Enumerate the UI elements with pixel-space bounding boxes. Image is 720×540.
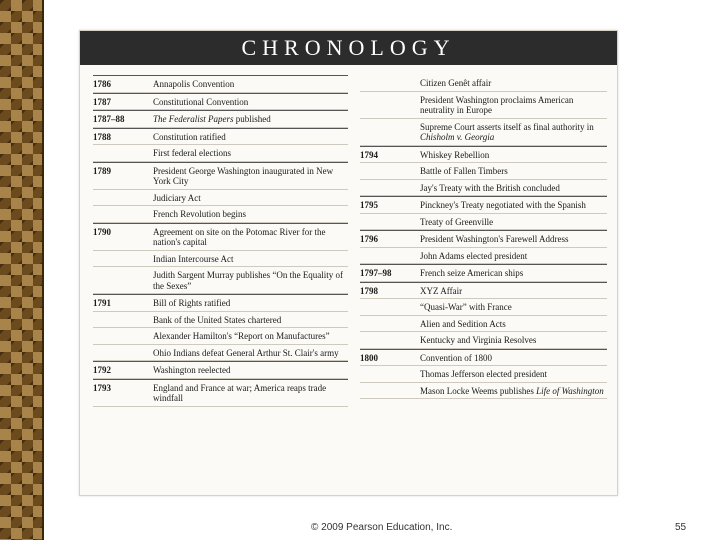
event-plain: published	[233, 114, 271, 124]
chronology-row	[93, 294, 348, 312]
event-text	[420, 353, 607, 364]
event-text	[420, 166, 607, 177]
year-label: 1790	[93, 226, 111, 237]
event-text	[153, 227, 348, 248]
year-label	[360, 166, 420, 177]
event-plain: Bank of the United States chartered	[153, 314, 282, 325]
chronology-row	[360, 180, 607, 197]
year-label	[360, 302, 420, 313]
event-plain: President George Washington inaugurated in New York City	[153, 165, 334, 186]
year-label	[360, 78, 420, 89]
event-text	[420, 95, 607, 116]
event-plain: John Adams elected president	[420, 250, 528, 261]
chronology-row	[360, 264, 607, 282]
event-text	[420, 302, 607, 313]
chronology-left-column	[93, 75, 348, 407]
event-text	[153, 132, 348, 143]
event-text	[420, 268, 607, 279]
event-italic-title: Chisholm v. Georgia	[420, 132, 495, 142]
chronology-row	[93, 206, 348, 223]
event-text	[153, 331, 348, 342]
year-label: 1795	[360, 200, 378, 210]
event-plain: French seize American ships	[420, 268, 524, 278]
chronology-right-column	[360, 75, 607, 399]
year-label: 1786	[93, 79, 111, 89]
event-plain: Mason Locke Weems publishes	[420, 385, 537, 396]
year-label: 1789	[93, 165, 111, 176]
event-plain: Supreme Court asserts itself as final authority in	[420, 121, 594, 132]
event-text	[420, 234, 607, 245]
year-label	[93, 348, 153, 359]
event-plain: First federal elections	[153, 148, 231, 158]
year-label	[360, 335, 420, 346]
chronology-row	[360, 299, 607, 316]
chronology-row	[93, 361, 348, 379]
chronology-row	[360, 75, 607, 92]
year-label	[360, 386, 420, 397]
year-label: 1794	[360, 149, 378, 160]
event-plain: “Quasi-War” with France	[420, 302, 512, 312]
chronology-row	[93, 93, 348, 111]
chronology-row	[360, 366, 607, 383]
year-label	[93, 254, 153, 265]
event-text	[153, 254, 348, 265]
page-number: 55	[675, 522, 687, 533]
event-text	[153, 348, 348, 359]
event-text	[420, 319, 607, 330]
chronology-row	[93, 75, 348, 93]
page-title: CHRONOLOGY	[241, 35, 456, 60]
event-plain: Constitutional Convention	[153, 96, 249, 107]
year-label	[93, 315, 153, 326]
event-plain: Judith Sargent Murray publishes “On the Equality of the Sexes”	[153, 270, 344, 291]
year-label	[360, 122, 420, 143]
chronology-row	[93, 251, 348, 268]
year-label: 1798	[360, 285, 378, 296]
event-plain: French Revolution begins	[153, 209, 246, 219]
chronology-row	[93, 328, 348, 345]
event-text	[420, 386, 607, 397]
event-plain: Citizen Genêt affair	[420, 78, 492, 88]
chronology-row	[93, 110, 348, 128]
event-plain: Whiskey Rebellion	[420, 149, 490, 160]
chronology-row	[93, 345, 348, 362]
copyright-text: © 2009 Pearson Education, Inc.	[311, 522, 453, 533]
chronology-row	[360, 230, 607, 248]
chronology-row	[93, 128, 348, 146]
event-plain: England and France at war; America reaps trade windfall	[153, 382, 327, 403]
chronology-row	[360, 214, 607, 231]
year-label	[360, 217, 420, 228]
slide-footer	[0, 522, 720, 536]
year-label: 1788	[93, 131, 111, 142]
chronology-row	[360, 349, 607, 367]
year-label: 1796	[360, 234, 378, 244]
chronology-row	[93, 379, 348, 407]
year-label	[93, 209, 153, 220]
event-text	[153, 209, 348, 220]
event-text	[153, 148, 348, 159]
chronology-row	[93, 162, 348, 190]
event-text	[153, 193, 348, 204]
chronology-row	[93, 145, 348, 162]
year-label	[360, 95, 420, 116]
year-label: 1792	[93, 365, 111, 375]
chronology-row	[360, 146, 607, 164]
title-bar	[80, 31, 617, 65]
year-label: 1791	[93, 298, 111, 308]
event-italic-title: The Federalist Papers	[153, 114, 234, 124]
chronology-row	[360, 196, 607, 214]
event-plain: Alien and Sedition Acts	[420, 318, 506, 329]
event-plain: Battle of Fallen Timbers	[420, 166, 508, 176]
event-text	[153, 270, 348, 291]
year-label: 1797–98	[360, 268, 392, 278]
event-text	[420, 369, 607, 380]
event-text	[153, 298, 348, 309]
event-text	[420, 286, 607, 297]
event-text	[420, 78, 607, 89]
chronology-row	[360, 316, 607, 333]
year-label: 1787–88	[93, 114, 125, 124]
event-text	[420, 122, 607, 143]
event-text	[153, 114, 348, 125]
year-label: 1787	[93, 96, 111, 107]
event-text	[153, 365, 348, 376]
event-plain: President Washington proclaims American neutrality in Europe	[420, 94, 574, 115]
decorative-border	[0, 0, 44, 540]
event-plain: Indian Intercourse Act	[153, 253, 234, 264]
chronology-row	[93, 190, 348, 207]
chronology-row	[93, 267, 348, 294]
event-plain: Annapolis Convention	[153, 79, 235, 89]
year-label	[360, 183, 420, 194]
chronology-page	[79, 30, 618, 496]
chronology-row	[93, 223, 348, 251]
chronology-row	[360, 383, 607, 400]
event-italic-title: Life of Washington	[536, 385, 604, 396]
year-label	[93, 193, 153, 204]
event-plain: XYZ Affair	[420, 285, 463, 296]
year-label	[360, 369, 420, 380]
chronology-row	[360, 119, 607, 146]
event-plain: Kentucky and Virginia Resolves	[420, 335, 537, 345]
event-text	[420, 217, 607, 228]
year-label	[93, 331, 153, 342]
event-plain: Washington reelected	[153, 365, 231, 375]
year-label	[93, 148, 153, 159]
chronology-row	[360, 332, 607, 349]
event-text	[153, 315, 348, 326]
event-text	[153, 383, 348, 404]
event-text	[420, 200, 607, 211]
event-plain: Bill of Rights ratified	[153, 298, 231, 308]
event-text	[420, 183, 607, 194]
year-label	[93, 270, 153, 291]
event-text	[153, 97, 348, 108]
event-plain: Agreement on site on the Potomac River for the nation's capital	[153, 226, 326, 247]
year-label	[360, 319, 420, 330]
event-plain: Ohio Indians defeat General Arthur St. Clair's army	[153, 347, 339, 358]
event-plain: Treaty of Greenville	[420, 216, 494, 227]
event-plain: Jay's Treaty with the British concluded	[420, 182, 560, 193]
year-label: 1793	[93, 382, 111, 393]
year-label: 1800	[360, 352, 378, 363]
event-text	[153, 79, 348, 90]
event-plain: Pinckney's Treaty negotiated with the Spanish	[420, 200, 586, 210]
event-plain: Alexander Hamilton's “Report on Manufactures”	[153, 331, 330, 341]
chronology-row	[360, 92, 607, 119]
chronology-row	[360, 163, 607, 180]
chronology-row	[360, 282, 607, 300]
event-plain: Judiciary Act	[153, 192, 201, 203]
chronology-row	[93, 312, 348, 329]
year-label	[360, 251, 420, 262]
event-text	[420, 150, 607, 161]
event-plain: Constitution ratified	[153, 131, 226, 142]
event-plain: Convention of 1800	[420, 352, 492, 363]
event-text	[153, 166, 348, 187]
event-text	[420, 335, 607, 346]
event-text	[420, 251, 607, 262]
event-plain: Thomas Jefferson elected president	[420, 369, 548, 379]
chronology-row	[360, 248, 607, 265]
event-plain: President Washington's Farewell Address	[420, 234, 569, 244]
